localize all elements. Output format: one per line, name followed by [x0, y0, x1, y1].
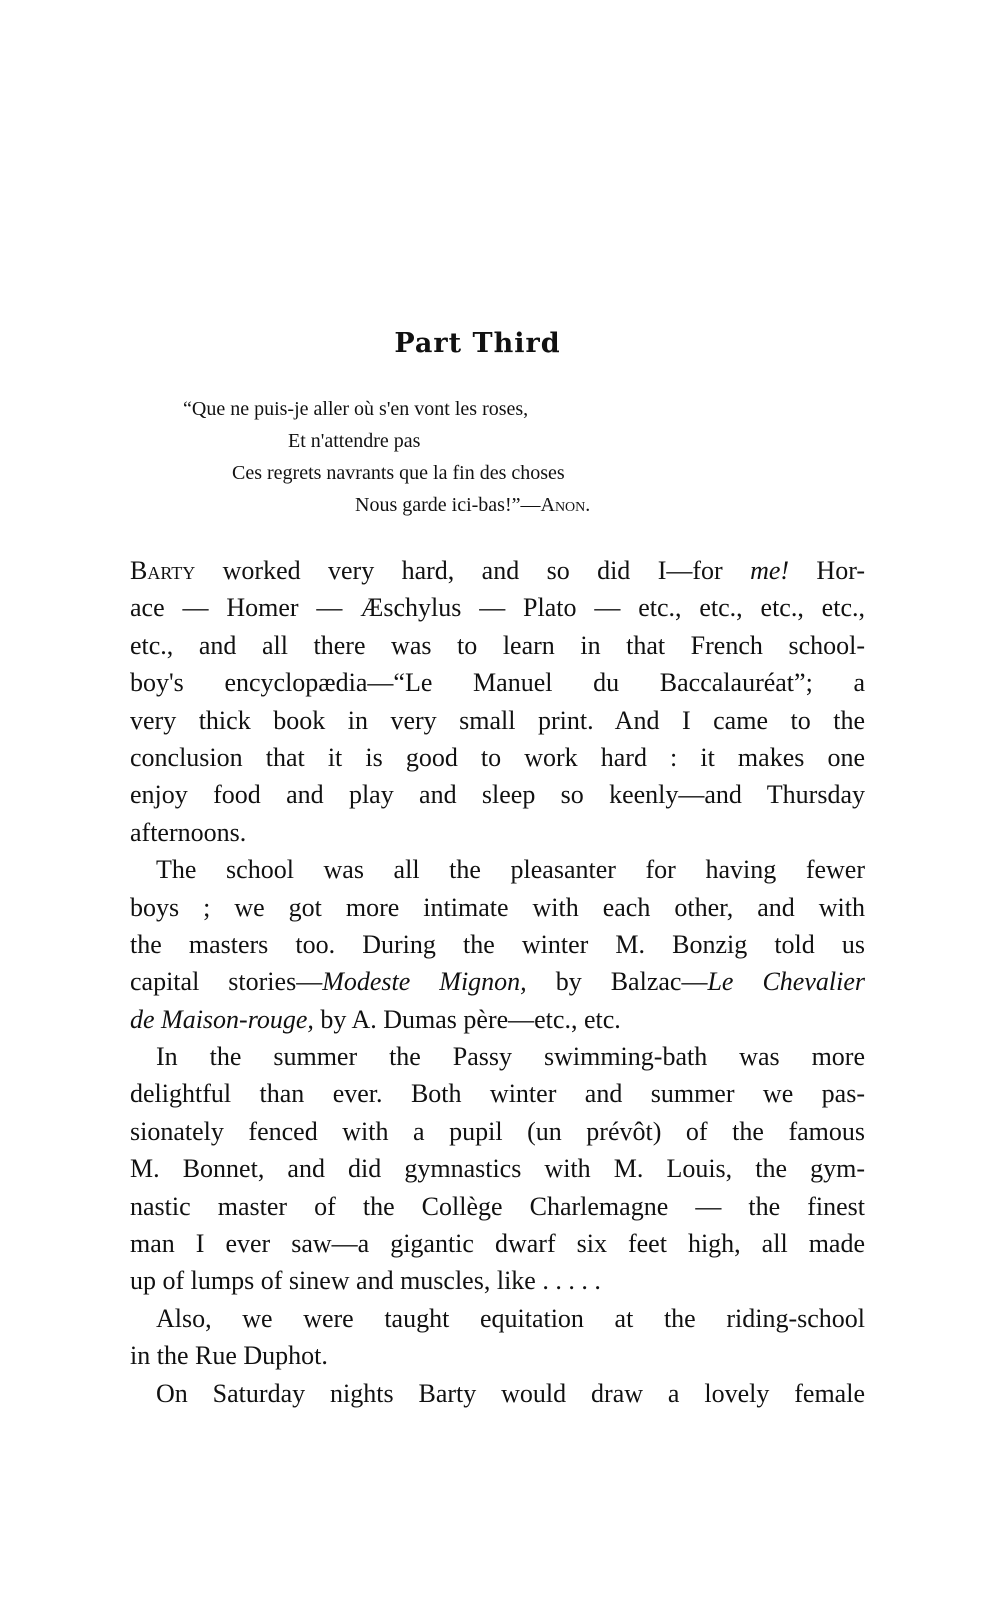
text-segment: ace — Homer — Æschylus — Plato — etc., etc., etc., etc.,: [130, 593, 865, 623]
text-segment: worked very hard, and so did I—for: [195, 556, 751, 585]
italic-text: me!: [750, 556, 790, 585]
text-line: [130, 963, 865, 1000]
text-line: [130, 1300, 865, 1337]
epigraph-line: [355, 494, 590, 517]
text-line: [130, 1075, 865, 1112]
text-segment: enjoy food and play and sleep so keenly—and Thursday: [130, 780, 865, 810]
text-line: [130, 1225, 865, 1262]
body-text: [130, 552, 865, 1412]
text-segment: conclusion that it is good to work hard : it makes one: [130, 742, 865, 772]
epigraph-attribution: Anon.: [540, 494, 591, 516]
text-segment: in the Rue Duphot.: [130, 1341, 328, 1371]
text-segment: capital stories—: [130, 967, 323, 997]
text-segment: by A. Dumas père—etc., etc.: [313, 1004, 621, 1034]
text-line: [130, 552, 865, 589]
text-segment: Barty: [130, 556, 196, 585]
text-line: [130, 1001, 865, 1038]
epigraph-line: “Que ne puis-je aller où s'en vont les roses,: [183, 398, 529, 420]
text-segment: boy's encyclopædia—“Le Manuel du Baccalauréat”; a: [130, 668, 865, 698]
text-line: [130, 664, 865, 701]
text-segment: up of lumps of sinew and muscles, like . . . . .: [130, 1266, 601, 1296]
text-line: [130, 739, 865, 776]
text-line: [130, 1038, 865, 1075]
text-line: [130, 814, 865, 851]
text-line: [130, 926, 865, 963]
text-line: [130, 1188, 865, 1225]
text-line: [130, 589, 865, 626]
epigraph-last-line: Nous garde ici-bas!”—: [355, 494, 541, 516]
text-segment: sionately fenced with a pupil (un prévôt) of the famous: [130, 1116, 865, 1146]
italic-text: Le Chevalier: [707, 967, 865, 997]
epigraph-line: Et n'attendre pas: [288, 430, 421, 452]
text-line: [130, 1113, 865, 1150]
text-segment: M. Bonnet, and did gymnastics with M. Louis, the gym-: [130, 1154, 865, 1184]
italic-text: de Maison-rouge,: [130, 1004, 314, 1034]
text-line: [130, 1337, 865, 1374]
text-line: [130, 1150, 865, 1187]
text-segment: very thick book in very small print. And I came to the: [130, 705, 865, 735]
text-segment: afternoons.: [130, 817, 247, 847]
part-title: Part Third: [394, 328, 561, 359]
text-line: [130, 1375, 865, 1412]
text-line: [130, 1262, 865, 1299]
text-segment: Hor-: [789, 556, 866, 585]
text-segment: etc., and all there was to learn in that French school-: [130, 630, 865, 660]
text-segment: In the summer the Passy swimming-bath was more: [130, 1042, 865, 1072]
text-line: [130, 627, 865, 664]
text-segment: Also, we were taught equitation at the riding-school: [130, 1303, 865, 1333]
text-segment: boys ; we got more intimate with each other, and with: [130, 892, 865, 922]
text-segment: delightful than ever. Both winter and summer we pas-: [130, 1079, 865, 1109]
text-segment: nastic master of the Collège Charlemagne — the finest: [130, 1191, 865, 1221]
italic-text: Modeste Mignon,: [322, 967, 527, 997]
text-line: [130, 702, 865, 739]
text-segment: The school was all the pleasanter for having fewer: [130, 855, 865, 885]
text-segment: On Saturday nights Barty would draw a lovely female: [130, 1378, 865, 1408]
text-segment: by Balzac—: [526, 967, 708, 997]
text-segment: the masters too. During the winter M. Bonzig told us: [130, 929, 865, 959]
text-line: [130, 889, 865, 926]
epigraph-line: Ces regrets navrants que la fin des choses: [232, 462, 565, 484]
text-line: [130, 851, 865, 888]
text-segment: man I ever saw—a gigantic dwarf six feet high, all made: [130, 1229, 865, 1259]
text-line: [130, 776, 865, 813]
